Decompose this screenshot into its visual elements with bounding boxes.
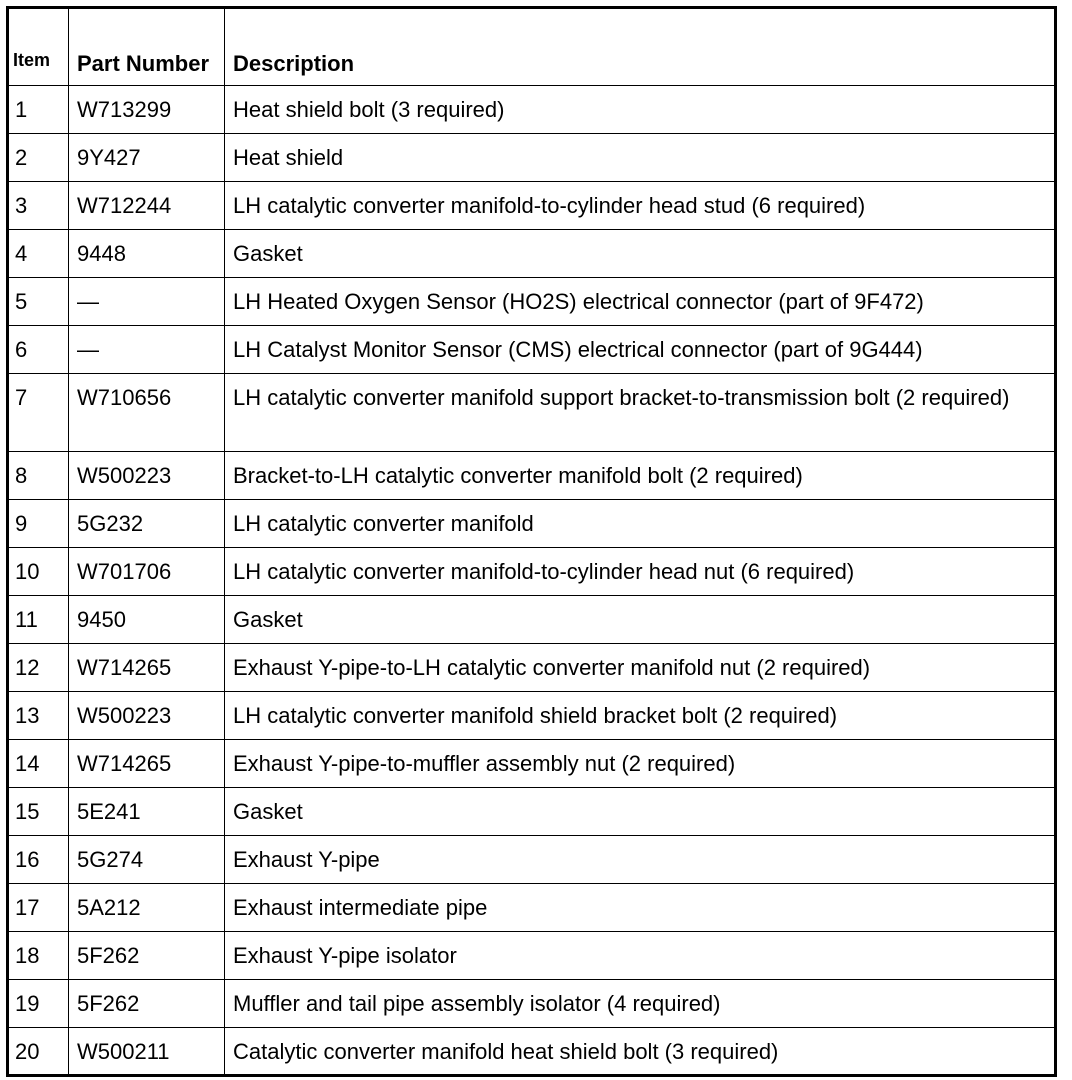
cell-item: 14 [8,740,69,788]
cell-description: Gasket [225,230,1056,278]
cell-item: 11 [8,596,69,644]
cell-description: LH Catalyst Monitor Sensor (CMS) electrical connector (part of 9G444) [225,326,1056,374]
cell-item: 8 [8,452,69,500]
cell-item: 2 [8,134,69,182]
cell-part-number: W712244 [69,182,225,230]
cell-part-number: 9448 [69,230,225,278]
cell-item: 5 [8,278,69,326]
cell-part-number: 5A212 [69,884,225,932]
table-row [8,326,1056,374]
cell-description: LH Heated Oxygen Sensor (HO2S) electrical connector (part of 9F472) [225,278,1056,326]
cell-item: 7 [8,374,69,452]
cell-description: LH catalytic converter manifold [225,500,1056,548]
cell-part-number: — [69,278,225,326]
cell-item: 12 [8,644,69,692]
cell-description: Catalytic converter manifold heat shield bolt (3 required) [225,1028,1056,1076]
cell-description: Gasket [225,596,1056,644]
table-row [8,788,1056,836]
cell-part-number: 5F262 [69,980,225,1028]
cell-part-number: W500223 [69,692,225,740]
cell-part-number: W713299 [69,86,225,134]
cell-item: 19 [8,980,69,1028]
cell-item: 3 [8,182,69,230]
cell-item: 10 [8,548,69,596]
table-row [8,596,1056,644]
table-row [8,230,1056,278]
header-part-number: Part Number [69,8,225,86]
table-row [8,134,1056,182]
cell-part-number: W714265 [69,740,225,788]
parts-table-container [6,6,1057,1072]
cell-part-number: W701706 [69,548,225,596]
table-header-row [8,8,1056,86]
cell-description: Muffler and tail pipe assembly isolator (4 required) [225,980,1056,1028]
table-row [8,740,1056,788]
table-row [8,932,1056,980]
table-row [8,1028,1056,1076]
cell-part-number: W500211 [69,1028,225,1076]
cell-description: Gasket [225,788,1056,836]
cell-part-number: W710656 [69,374,225,452]
cell-item: 18 [8,932,69,980]
cell-item: 9 [8,500,69,548]
cell-part-number: 9Y427 [69,134,225,182]
cell-part-number: — [69,326,225,374]
table-row [8,692,1056,740]
parts-table [6,6,1057,1077]
cell-description: Heat shield [225,134,1056,182]
cell-part-number: 9450 [69,596,225,644]
table-row [8,452,1056,500]
cell-description: Exhaust intermediate pipe [225,884,1056,932]
cell-item: 17 [8,884,69,932]
cell-description: LH catalytic converter manifold support bracket-to-transmission bolt (2 required) [225,374,1056,452]
table-row [8,980,1056,1028]
cell-item: 20 [8,1028,69,1076]
table-row [8,86,1056,134]
table-row [8,182,1056,230]
cell-description: LH catalytic converter manifold-to-cylinder head stud (6 required) [225,182,1056,230]
cell-description: Heat shield bolt (3 required) [225,86,1056,134]
cell-part-number: W500223 [69,452,225,500]
table-row [8,374,1056,452]
table-row [8,884,1056,932]
cell-item: 16 [8,836,69,884]
cell-description: LH catalytic converter manifold shield bracket bolt (2 required) [225,692,1056,740]
cell-part-number: 5F262 [69,932,225,980]
cell-description: Exhaust Y-pipe-to-muffler assembly nut (2 required) [225,740,1056,788]
cell-part-number: 5G232 [69,500,225,548]
table-row [8,500,1056,548]
cell-description: Exhaust Y-pipe isolator [225,932,1056,980]
cell-part-number: W714265 [69,644,225,692]
cell-part-number: 5E241 [69,788,225,836]
cell-part-number: 5G274 [69,836,225,884]
table-row [8,836,1056,884]
cell-item: 13 [8,692,69,740]
table-row [8,278,1056,326]
cell-description: LH catalytic converter manifold-to-cylinder head nut (6 required) [225,548,1056,596]
cell-description: Exhaust Y-pipe [225,836,1056,884]
cell-item: 1 [8,86,69,134]
header-item: Item [8,8,69,86]
cell-description: Bracket-to-LH catalytic converter manifold bolt (2 required) [225,452,1056,500]
table-row [8,548,1056,596]
cell-item: 6 [8,326,69,374]
cell-item: 4 [8,230,69,278]
table-row [8,644,1056,692]
cell-item: 15 [8,788,69,836]
header-description: Description [225,8,1056,86]
cell-description: Exhaust Y-pipe-to-LH catalytic converter manifold nut (2 required) [225,644,1056,692]
